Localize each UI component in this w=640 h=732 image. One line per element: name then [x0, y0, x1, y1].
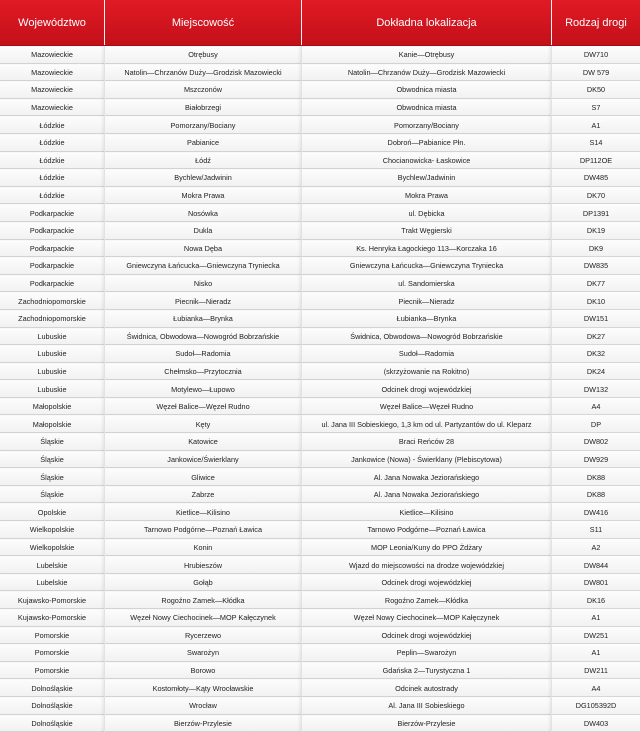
cell-town: Kęty — [105, 415, 302, 433]
cell-voivodeship: Lubuskie — [0, 380, 105, 398]
cell-voivodeship: Zachodniopomorskie — [0, 310, 105, 328]
table-row[interactable] — [0, 468, 640, 486]
cell-location: Odcinek drogi wojewódzkiej — [302, 574, 552, 592]
cell-voivodeship: Łódzkie — [0, 134, 105, 152]
cell-voivodeship: Dolnośląskie — [0, 715, 105, 732]
cell-location: ul. Sandomierska — [302, 275, 552, 293]
table-row[interactable] — [0, 169, 640, 187]
cell-voivodeship: Mazowieckie — [0, 64, 105, 82]
cell-voivodeship: Lubuskie — [0, 328, 105, 346]
cell-location: Pomorzany/Bociany — [302, 116, 552, 134]
cell-voivodeship: Dolnośląskie — [0, 679, 105, 697]
cell-location: Al. Jana Nowaka Jeziorańskiego — [302, 486, 552, 504]
cell-town: Borowo — [105, 662, 302, 680]
table-row[interactable] — [0, 152, 640, 170]
table-row[interactable] — [0, 363, 640, 381]
cell-town: Rogoźno Zamek—Kłódka — [105, 591, 302, 609]
cell-town: Gliwice — [105, 468, 302, 486]
cell-road-type: A1 — [591, 648, 601, 658]
table-row[interactable] — [0, 644, 640, 662]
cell-town: Pomorzany/Bociany — [105, 116, 302, 134]
cell-town: Otrębusy — [105, 46, 302, 64]
table-row[interactable] — [0, 328, 640, 346]
cell-road-type: DW403 — [583, 718, 609, 728]
cell-location: Obwodnica miasta — [302, 81, 552, 99]
table-row[interactable] — [0, 187, 640, 205]
cell-town: Mokra Prawa — [105, 187, 302, 205]
cell-voivodeship: Wielkopolskie — [0, 539, 105, 557]
cell-voivodeship: Opolskie — [0, 503, 105, 521]
table-row[interactable] — [0, 679, 640, 697]
cell-road-type: DK19 — [586, 226, 606, 236]
cell-town: Kostomłoty—Kąty Wrocławskie — [105, 679, 302, 697]
cell-voivodeship: Śląskie — [0, 451, 105, 469]
cell-town: Zabrze — [105, 486, 302, 504]
column-header-road-type[interactable]: Rodzaj drogi — [565, 16, 627, 29]
table-row[interactable] — [0, 662, 640, 680]
cell-road-type: DW802 — [583, 437, 609, 447]
table-row[interactable] — [0, 310, 640, 328]
column-header-location[interactable]: Dokładna lokalizacja — [302, 0, 552, 45]
cell-location: Bierzów-Przylesie — [302, 715, 552, 732]
cell-town: Motylewo—Łupowo — [105, 380, 302, 398]
cell-town: Gniewczyna Łańcucka—Gniewczyna Tryniecka — [105, 257, 302, 275]
cell-location: Odcinek drogi wojewódzkiej — [302, 627, 552, 645]
cell-location: Peplin—Swarożyn — [302, 644, 552, 662]
cell-location: Bychlew/Jadwinin — [302, 169, 552, 187]
cell-town: Węzeł Nowy Ciechocinek—MOP Kałęczynek — [105, 609, 302, 627]
cell-location: ul. Jana III Sobieskiego, 1,3 km od ul. Partyzantów do ul. Kleparz — [302, 415, 552, 433]
cell-location: Tarnowo Podgórne—Poznań Ławica — [302, 521, 552, 539]
cell-road-type: DW929 — [583, 454, 609, 464]
cell-voivodeship: Mazowieckie — [0, 46, 105, 64]
table-row[interactable] — [0, 257, 640, 275]
table-row[interactable] — [0, 521, 640, 539]
table-row[interactable] — [0, 46, 640, 64]
table-row[interactable] — [0, 486, 640, 504]
cell-road-type: A1 — [591, 613, 601, 623]
cell-location: Kanie—Otrębusy — [302, 46, 552, 64]
cell-town: Gołąb — [105, 574, 302, 592]
cell-town: Bierzów-Przylesie — [105, 715, 302, 732]
cell-town: Rycerzewo — [105, 627, 302, 645]
table-row[interactable] — [0, 451, 640, 469]
cell-road-type: A1 — [591, 120, 601, 130]
cell-location: Rogoźno Zamek—Kłódka — [302, 591, 552, 609]
cell-voivodeship: Zachodniopomorskie — [0, 292, 105, 310]
cell-town: Piecnik—Nieradz — [105, 292, 302, 310]
table-row[interactable] — [0, 591, 640, 609]
cell-location: MOP Leonia/Kuny do PPO Żdżary — [302, 539, 552, 557]
table-row[interactable] — [0, 574, 640, 592]
cell-location: Obwodnica miasta — [302, 99, 552, 117]
cell-location: Ks. Henryka Łagockiego 113—Korczaka 16 — [302, 240, 552, 258]
cell-road-type: DW132 — [583, 384, 609, 394]
cell-road-type: DP1391 — [582, 208, 610, 218]
table-row[interactable] — [0, 222, 640, 240]
cell-town: Wrocław — [105, 697, 302, 715]
cell-road-type: DP — [590, 419, 602, 429]
table-row[interactable] — [0, 134, 640, 152]
cell-town: Jankowice/Świerklany — [105, 451, 302, 469]
table-row[interactable] — [0, 715, 640, 732]
cell-town: Łubianka—Brynka — [105, 310, 302, 328]
cell-location: Braci Reńców 28 — [302, 433, 552, 451]
column-header-voivodeship[interactable]: Województwo — [0, 0, 105, 45]
cell-location: Węzeł Nowy Ciechocinek—MOP Kałęczynek — [302, 609, 552, 627]
cell-town: Chełmsko—Przytocznia — [105, 363, 302, 381]
cell-voivodeship: Podkarpackie — [0, 275, 105, 293]
cell-town: Nisko — [105, 275, 302, 293]
cell-location: Al. Jana III Sobieskiego — [302, 697, 552, 715]
table-row[interactable] — [0, 116, 640, 134]
table-row[interactable] — [0, 292, 640, 310]
cell-road-type: DW710 — [583, 50, 609, 60]
table-row[interactable] — [0, 81, 640, 99]
cell-town: Kietlice—Kilisino — [105, 503, 302, 521]
table-body — [0, 46, 640, 732]
table-row[interactable] — [0, 556, 640, 574]
cell-voivodeship: Podkarpackie — [0, 204, 105, 222]
cell-road-type: DK27 — [586, 331, 606, 341]
cell-town: Nosówka — [105, 204, 302, 222]
cell-voivodeship: Pomorskie — [0, 627, 105, 645]
column-header-town[interactable]: Miejscowość — [105, 0, 302, 45]
cell-voivodeship: Wielkopolskie — [0, 521, 105, 539]
cell-location: Świdnica, Obwodowa—Nowogród Bobrzańskie — [302, 328, 552, 346]
cell-voivodeship: Lubelskie — [0, 574, 105, 592]
cell-road-type: DW416 — [583, 507, 609, 517]
cell-road-type: DW485 — [583, 173, 609, 183]
table-row[interactable] — [0, 433, 640, 451]
table-row[interactable] — [0, 380, 640, 398]
cell-town: Świdnica, Obwodowa—Nowogród Bobrzańskie — [105, 328, 302, 346]
cell-town: Mszczonów — [105, 81, 302, 99]
cell-voivodeship: Lubuskie — [0, 363, 105, 381]
table-row[interactable] — [0, 697, 640, 715]
cell-voivodeship: Łódzkie — [0, 152, 105, 170]
cell-voivodeship: Pomorskie — [0, 644, 105, 662]
table-row[interactable] — [0, 415, 640, 433]
table-row[interactable] — [0, 99, 640, 117]
table-row[interactable] — [0, 64, 640, 82]
cell-road-type: DK9 — [588, 243, 604, 253]
cell-voivodeship: Śląskie — [0, 468, 105, 486]
cell-road-type: DW251 — [583, 630, 609, 640]
table-row[interactable] — [0, 503, 640, 521]
cell-location: Piecnik—Nieradz — [302, 292, 552, 310]
cell-road-type: S7 — [591, 103, 601, 113]
cell-road-type: S14 — [589, 138, 603, 148]
table-row[interactable] — [0, 539, 640, 557]
cell-road-type: A2 — [591, 542, 601, 552]
cell-location: Jankowice (Nowa) - Świerklany (Plebiscytowa) — [302, 451, 552, 469]
cell-town: Łódź — [105, 152, 302, 170]
cell-road-type: DK88 — [586, 490, 606, 500]
cell-road-type: DP112OE — [579, 155, 613, 165]
cell-location: Chocianowicka- Łaskowice — [302, 152, 552, 170]
cell-road-type: S11 — [589, 525, 603, 535]
cell-location: ul. Dębicka — [302, 204, 552, 222]
cell-location: Dobroń—Pabianice Płn. — [302, 134, 552, 152]
cell-location: Kietlice—Kilisino — [302, 503, 552, 521]
cell-town: Swarożyn — [105, 644, 302, 662]
cell-voivodeship: Łódzkie — [0, 187, 105, 205]
cell-road-type: DW835 — [583, 261, 609, 271]
cell-road-type: DW801 — [583, 578, 609, 588]
cell-voivodeship: Kujawsko-Pomorskie — [0, 609, 105, 627]
cell-voivodeship: Łódzkie — [0, 169, 105, 187]
cell-road-type: DW151 — [583, 314, 609, 324]
cell-road-type: DK16 — [586, 595, 606, 605]
cell-road-type: DW 579 — [582, 67, 610, 77]
table-row[interactable] — [0, 240, 640, 258]
cell-town: Sudoł—Radomia — [105, 345, 302, 363]
table-header — [0, 0, 640, 46]
cell-road-type: DW844 — [583, 560, 609, 570]
cell-town: Pabianice — [105, 134, 302, 152]
cell-road-type: DK70 — [586, 191, 606, 201]
cell-town: Dukla — [105, 222, 302, 240]
cell-town: Katowice — [105, 433, 302, 451]
cell-location: Natolin—Chrzanów Duży—Grodzisk Mazowiecki — [302, 64, 552, 82]
cell-location: Mokra Prawa — [302, 187, 552, 205]
cell-voivodeship: Mazowieckie — [0, 99, 105, 117]
cell-town: Węzeł Balice—Węzeł Rudno — [105, 398, 302, 416]
table-row[interactable] — [0, 609, 640, 627]
table-row[interactable] — [0, 398, 640, 416]
cell-voivodeship: Małopolskie — [0, 415, 105, 433]
cell-town: Bychlew/Jadwinin — [105, 169, 302, 187]
cell-town: Konin — [105, 539, 302, 557]
cell-voivodeship: Podkarpackie — [0, 240, 105, 258]
cell-location: Gniewczyna Łańcucka—Gniewczyna Tryniecka — [302, 257, 552, 275]
cell-voivodeship: Pomorskie — [0, 662, 105, 680]
cell-voivodeship: Podkarpackie — [0, 257, 105, 275]
cell-road-type: DW211 — [584, 666, 608, 676]
cell-location: Odcinek autostrady — [302, 679, 552, 697]
cell-town: Hrubieszów — [105, 556, 302, 574]
cell-road-type: A4 — [591, 683, 601, 693]
cell-location: Gdańska 2—Turystyczna 1 — [302, 662, 552, 680]
cell-location: Węzeł Balice—Węzeł Rudno — [302, 398, 552, 416]
cell-town: Tarnowo Podgórne—Poznań Ławica — [105, 521, 302, 539]
cell-voivodeship: Kujawsko-Pomorskie — [0, 591, 105, 609]
cell-road-type: DK50 — [586, 85, 606, 95]
cell-location: Łubianka—Brynka — [302, 310, 552, 328]
table-row[interactable] — [0, 627, 640, 645]
cell-location: Trakt Węgierski — [302, 222, 552, 240]
cell-road-type: DK24 — [586, 366, 606, 376]
cell-location: Wjazd do miejscowości na drodze wojewódzkiej — [302, 556, 552, 574]
cell-road-type: DG105392D — [575, 701, 617, 711]
cell-voivodeship: Małopolskie — [0, 398, 105, 416]
cell-town: Nowa Dęba — [105, 240, 302, 258]
cell-road-type: DK77 — [586, 279, 606, 289]
cell-location: Sudoł—Radomia — [302, 345, 552, 363]
cell-voivodeship: Dolnośląskie — [0, 697, 105, 715]
cell-voivodeship: Śląskie — [0, 433, 105, 451]
cell-location: Odcinek drogi wojewódzkiej — [302, 380, 552, 398]
cell-town: Białobrzegi — [105, 99, 302, 117]
cell-voivodeship: Śląskie — [0, 486, 105, 504]
cell-voivodeship: Łódzkie — [0, 116, 105, 134]
cell-location: Al. Jana Nowaka Jeziorańskiego — [302, 468, 552, 486]
cell-road-type: DK32 — [586, 349, 606, 359]
cell-voivodeship: Podkarpackie — [0, 222, 105, 240]
cell-voivodeship: Lubuskie — [0, 345, 105, 363]
cell-voivodeship: Lubelskie — [0, 556, 105, 574]
table-row[interactable] — [0, 204, 640, 222]
cell-road-type: A4 — [591, 402, 601, 412]
table-row[interactable] — [0, 275, 640, 293]
table-row[interactable] — [0, 345, 640, 363]
cell-road-type: DK88 — [586, 472, 606, 482]
cell-town: Natolin—Chrzanów Duży—Grodzisk Mazowiecki — [105, 64, 302, 82]
cell-location: (skrzyżowanie na Rokitno) — [302, 363, 552, 381]
cell-road-type: DK10 — [586, 296, 606, 306]
cell-voivodeship: Mazowieckie — [0, 81, 105, 99]
